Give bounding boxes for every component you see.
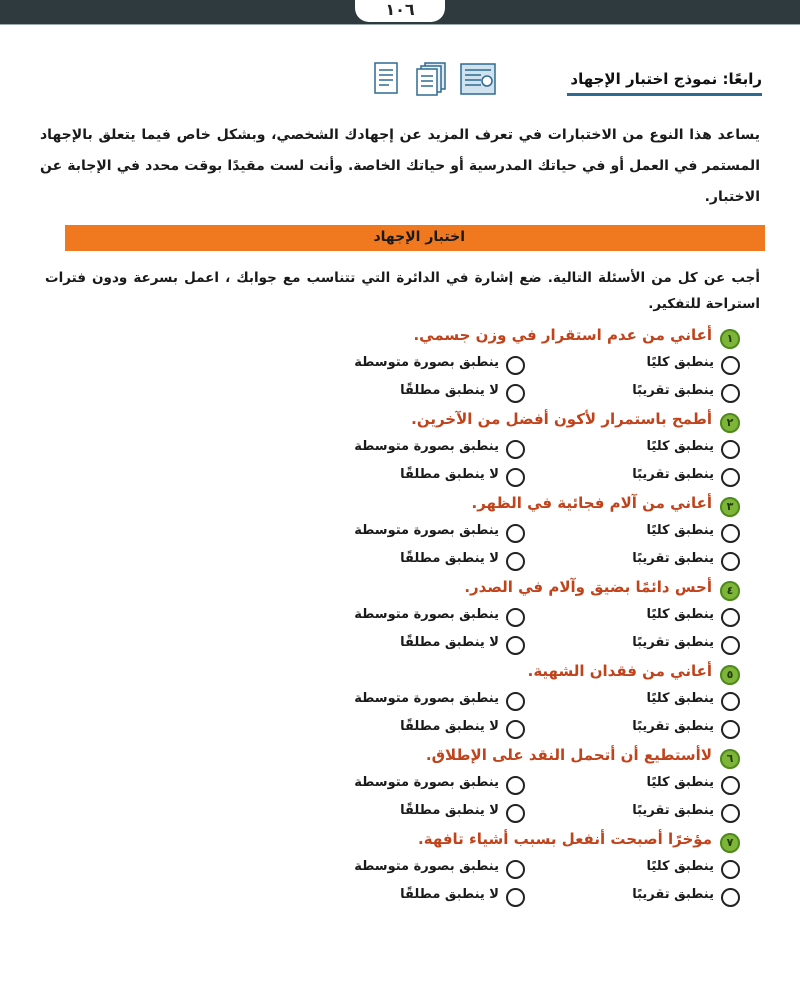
question-text: أطمح باستمرار لأكون أفضل من الآخرين.: [411, 410, 712, 428]
question-number-badge: ٦: [720, 749, 740, 769]
option-label: لا ينطبق مطلقًا: [400, 467, 499, 482]
option-label: ينطبق كليًا: [646, 775, 714, 790]
radio-circle[interactable]: [506, 384, 525, 403]
option-moderately[interactable]: [265, 858, 525, 880]
questions-list: [40, 322, 740, 910]
radio-circle[interactable]: [721, 440, 740, 459]
radio-circle[interactable]: [506, 552, 525, 571]
option-fully[interactable]: [540, 858, 740, 880]
radio-circle[interactable]: [506, 524, 525, 543]
option-fully[interactable]: [540, 606, 740, 628]
option-label: ينطبق بصورة متوسطة: [354, 439, 499, 454]
radio-circle[interactable]: [721, 888, 740, 907]
radio-circle[interactable]: [506, 440, 525, 459]
option-not-at-all[interactable]: [265, 718, 525, 740]
top-header-bar: [0, 0, 800, 24]
radio-circle[interactable]: [506, 720, 525, 739]
radio-circle[interactable]: [721, 524, 740, 543]
option-label: ينطبق تقريبًا: [632, 887, 714, 902]
option-label: ينطبق بصورة متوسطة: [354, 523, 499, 538]
option-moderately[interactable]: [265, 690, 525, 712]
option-label: ينطبق كليًا: [646, 691, 714, 706]
option-almost[interactable]: [540, 466, 740, 488]
radio-circle[interactable]: [506, 860, 525, 879]
radio-circle[interactable]: [721, 356, 740, 375]
option-label: لا ينطبق مطلقًا: [400, 887, 499, 902]
question-item: [40, 490, 740, 574]
question-text: مؤخرًا أصبحت أنفعل بسبب أشياء تافهة.: [418, 830, 712, 848]
radio-circle[interactable]: [721, 552, 740, 571]
option-label: ينطبق بصورة متوسطة: [354, 859, 499, 874]
option-label: ينطبق كليًا: [646, 439, 714, 454]
option-label: ينطبق كليًا: [646, 859, 714, 874]
question-text: أعاني من آلام فجائية في الظهر.: [471, 494, 712, 512]
option-label: لا ينطبق مطلقًا: [400, 635, 499, 650]
document-icon: [367, 62, 405, 96]
option-not-at-all[interactable]: [265, 886, 525, 908]
question-number-badge: ٥: [720, 665, 740, 685]
question-text: أعاني من فقدان الشهية.: [527, 662, 712, 680]
option-label: ينطبق تقريبًا: [632, 383, 714, 398]
radio-circle[interactable]: [721, 468, 740, 487]
option-not-at-all[interactable]: [265, 802, 525, 824]
question-item: [40, 574, 740, 658]
radio-circle[interactable]: [721, 636, 740, 655]
section-title: رابعًا: نموذج اختبار الإجهاد: [570, 70, 762, 88]
title-underline: [567, 93, 762, 96]
question-item: [40, 322, 740, 406]
option-not-at-all[interactable]: [265, 634, 525, 656]
option-label: ينطبق كليًا: [646, 355, 714, 370]
option-not-at-all[interactable]: [265, 382, 525, 404]
question-text: أحس دائمًا بضيق وآلام في الصدر.: [464, 578, 712, 596]
option-not-at-all[interactable]: [265, 550, 525, 572]
option-almost[interactable]: [540, 550, 740, 572]
radio-circle[interactable]: [721, 608, 740, 627]
option-moderately[interactable]: [265, 438, 525, 460]
option-fully[interactable]: [540, 354, 740, 376]
option-label: ينطبق كليًا: [646, 523, 714, 538]
radio-circle[interactable]: [506, 608, 525, 627]
radio-circle[interactable]: [506, 888, 525, 907]
question-text: لاأستطيع أن أتحمل النقد على الإطلاق.: [425, 746, 712, 764]
option-almost[interactable]: [540, 634, 740, 656]
header-rule: [0, 24, 800, 28]
radio-circle[interactable]: [506, 468, 525, 487]
option-almost[interactable]: [540, 382, 740, 404]
option-label: لا ينطبق مطلقًا: [400, 383, 499, 398]
option-fully[interactable]: [540, 690, 740, 712]
option-label: ينطبق بصورة متوسطة: [354, 607, 499, 622]
option-fully[interactable]: [540, 438, 740, 460]
option-label: ينطبق بصورة متوسطة: [354, 775, 499, 790]
option-label: ينطبق كليًا: [646, 607, 714, 622]
stacked-documents-icon: [413, 62, 451, 96]
option-label: ينطبق تقريبًا: [632, 719, 714, 734]
question-number-badge: ٤: [720, 581, 740, 601]
option-label: ينطبق بصورة متوسطة: [354, 355, 499, 370]
radio-circle[interactable]: [721, 692, 740, 711]
radio-circle[interactable]: [721, 776, 740, 795]
radio-circle[interactable]: [721, 384, 740, 403]
question-text: أعاني من عدم استقرار في وزن جسمي.: [413, 326, 712, 344]
option-label: لا ينطبق مطلقًا: [400, 803, 499, 818]
option-almost[interactable]: [540, 718, 740, 740]
question-item: [40, 658, 740, 742]
document-icons-group: [367, 62, 567, 96]
radio-circle[interactable]: [506, 692, 525, 711]
radio-circle[interactable]: [506, 636, 525, 655]
option-moderately[interactable]: [265, 354, 525, 376]
question-number-badge: ٢: [720, 413, 740, 433]
option-label: ينطبق تقريبًا: [632, 467, 714, 482]
option-label: لا ينطبق مطلقًا: [400, 551, 499, 566]
option-moderately[interactable]: [265, 522, 525, 544]
question-number-badge: ٧: [720, 833, 740, 853]
radio-circle[interactable]: [506, 776, 525, 795]
radio-circle[interactable]: [721, 720, 740, 739]
radio-circle[interactable]: [506, 804, 525, 823]
question-number-badge: ٣: [720, 497, 740, 517]
intro-paragraph: يساعد هذا النوع من الاختبارات في تعرف المزيد عن إجهادك الشخصي، وبشكل خاص فيما يتعلق بالإجهاد المستمر في العمل أو في حياتك المدرسية أو حياتك الخاصة. وأنت لست مقيدًا بوقت محدد في الإجابة عن الاختبار.: [40, 127, 760, 205]
instructions-paragraph: أجب عن كل من الأسئلة التالية. ضع إشارة في الدائرة التي تتناسب مع جوابك ، اعمل بسرعة ودون فترات استراحة للتفكير.: [45, 270, 760, 312]
option-moderately[interactable]: [265, 606, 525, 628]
option-fully[interactable]: [540, 774, 740, 796]
option-label: ينطبق بصورة متوسطة: [354, 691, 499, 706]
notepad-icon: [459, 62, 497, 96]
option-label: ينطبق تقريبًا: [632, 803, 714, 818]
option-almost[interactable]: [540, 802, 740, 824]
option-label: ينطبق تقريبًا: [632, 551, 714, 566]
question-item: [40, 826, 740, 910]
radio-circle[interactable]: [721, 804, 740, 823]
section-header: [32, 62, 762, 98]
option-label: لا ينطبق مطلقًا: [400, 719, 499, 734]
page-number: ١٠٦: [355, 0, 445, 22]
radio-circle[interactable]: [506, 356, 525, 375]
test-title: اختبار الإجهاد: [373, 229, 465, 245]
test-title-bar: [65, 225, 765, 251]
radio-circle[interactable]: [721, 860, 740, 879]
option-fully[interactable]: [540, 522, 740, 544]
question-item: [40, 406, 740, 490]
option-label: ينطبق تقريبًا: [632, 635, 714, 650]
option-not-at-all[interactable]: [265, 466, 525, 488]
question-item: [40, 742, 740, 826]
question-number-badge: ١: [720, 329, 740, 349]
option-almost[interactable]: [540, 886, 740, 908]
option-moderately[interactable]: [265, 774, 525, 796]
